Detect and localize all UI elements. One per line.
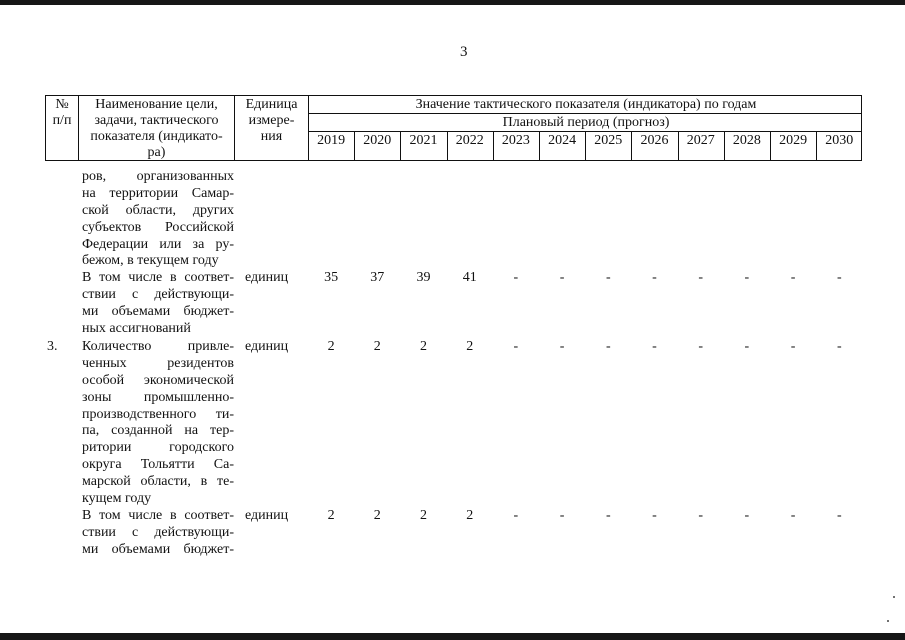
row-value: -	[652, 270, 657, 285]
row-name-line: В том числе в соответ-	[82, 270, 234, 285]
scan-speck	[887, 620, 889, 622]
header-year: 2024	[548, 133, 577, 148]
header-unit: Единица измере- ния	[245, 97, 298, 144]
row-name-line: па, созданной на тер-	[82, 423, 234, 439]
header-year: 2028	[732, 133, 761, 148]
row-value: 35	[324, 270, 339, 285]
row-name-line: ных ассигнований	[82, 320, 191, 336]
header-year: 2020	[363, 133, 392, 148]
header-values-title: Значение тактического показателя (индикатора) по годам	[415, 97, 757, 112]
row-name-line: ченных резидентов	[82, 355, 234, 371]
row-value: -	[605, 508, 611, 523]
row-value: -	[559, 508, 565, 523]
row-name-line: округа Тольятти Са-	[82, 457, 234, 473]
row-name-line: ров, организованных	[82, 169, 234, 184]
header-year: 2025	[594, 133, 623, 148]
row-value: -	[559, 339, 565, 354]
row-value: 2	[327, 508, 335, 523]
row-name-line: В том числе в соответ-	[82, 508, 234, 523]
row-value: -	[605, 339, 611, 354]
row-name-line: ской области, других	[82, 202, 234, 218]
row-name-line: на территории Самар-	[82, 185, 234, 201]
row-value: -	[513, 508, 519, 523]
scan-bottom-border	[0, 633, 905, 640]
row-name-line: Количество привле-	[82, 339, 234, 354]
row-name-line: кущем году	[82, 491, 152, 507]
row-value: 2	[420, 508, 427, 523]
header-name: Наименование цели, задачи, тактического показателя (индикато- ра)	[90, 97, 223, 160]
row-value: -	[836, 508, 842, 523]
row-name-line: ствии с действующи-	[82, 524, 234, 540]
row-indicator-name	[82, 339, 234, 508]
row-name-line: бежом, в текущем году	[82, 253, 219, 269]
header-year: 2026	[640, 133, 669, 148]
row-value: -	[605, 270, 611, 285]
header-year: 2021	[409, 133, 438, 148]
row-name-line: марской области, в те-	[82, 474, 234, 490]
header-year: 2027	[686, 133, 715, 148]
row-name-line: субъектов Российской	[82, 219, 234, 235]
row-value: 2	[373, 339, 381, 354]
row-value: -	[652, 339, 657, 354]
row-value: 2	[466, 339, 474, 354]
row-value: 39	[416, 270, 431, 285]
row-value: -	[790, 508, 796, 523]
row-value: 37	[370, 270, 385, 285]
row-value: 2	[373, 508, 381, 523]
row-number: 3.	[47, 339, 58, 354]
row-name-line: ритории городского	[82, 440, 234, 456]
row-value: -	[744, 508, 750, 523]
row-name-line: Федерации или за ру-	[82, 236, 234, 252]
row-indicator-name	[82, 270, 234, 338]
row-value: -	[698, 508, 704, 523]
header-year: 2023	[501, 133, 530, 148]
header-year: 2022	[455, 133, 484, 148]
row-value: -	[836, 339, 842, 354]
header-period-title: Плановый период (прогноз)	[502, 115, 670, 130]
header-year: 2030	[825, 133, 854, 148]
row-value: -	[698, 339, 704, 354]
row-value: -	[790, 270, 796, 285]
row-name-line: ми объемами бюджет-	[82, 541, 234, 557]
row-name-line: ствии с действующи-	[82, 286, 234, 302]
row-value: -	[513, 270, 519, 285]
row-name-line: зоны промышленно-	[82, 389, 234, 405]
header-num: № п/п	[52, 97, 72, 128]
row-value: -	[513, 339, 519, 354]
row-name-line: особой экономической	[82, 372, 234, 388]
row-value: 2	[327, 339, 335, 354]
header-year: 2019	[317, 133, 346, 148]
row-value: 41	[462, 270, 477, 285]
row-value: -	[790, 339, 796, 354]
row-unit: единиц	[245, 508, 289, 523]
row-name-line: ми объемами бюджет-	[82, 303, 234, 319]
scan-speck	[893, 596, 895, 598]
row-name-line: производственного ти-	[82, 406, 234, 422]
row-value: -	[652, 508, 657, 523]
row-value: -	[836, 270, 842, 285]
row-value: 2	[420, 339, 427, 354]
row-unit: единиц	[245, 270, 289, 285]
row-value: -	[559, 270, 565, 285]
row-value: 2	[466, 508, 474, 523]
page-number: 3	[460, 44, 468, 60]
row-unit: единиц	[245, 339, 289, 354]
row-indicator-name	[82, 508, 234, 559]
row-value: -	[744, 339, 750, 354]
row-value: -	[698, 270, 704, 285]
row-indicator-name	[82, 169, 234, 270]
row-value: -	[744, 270, 750, 285]
header-year: 2029	[779, 133, 808, 148]
